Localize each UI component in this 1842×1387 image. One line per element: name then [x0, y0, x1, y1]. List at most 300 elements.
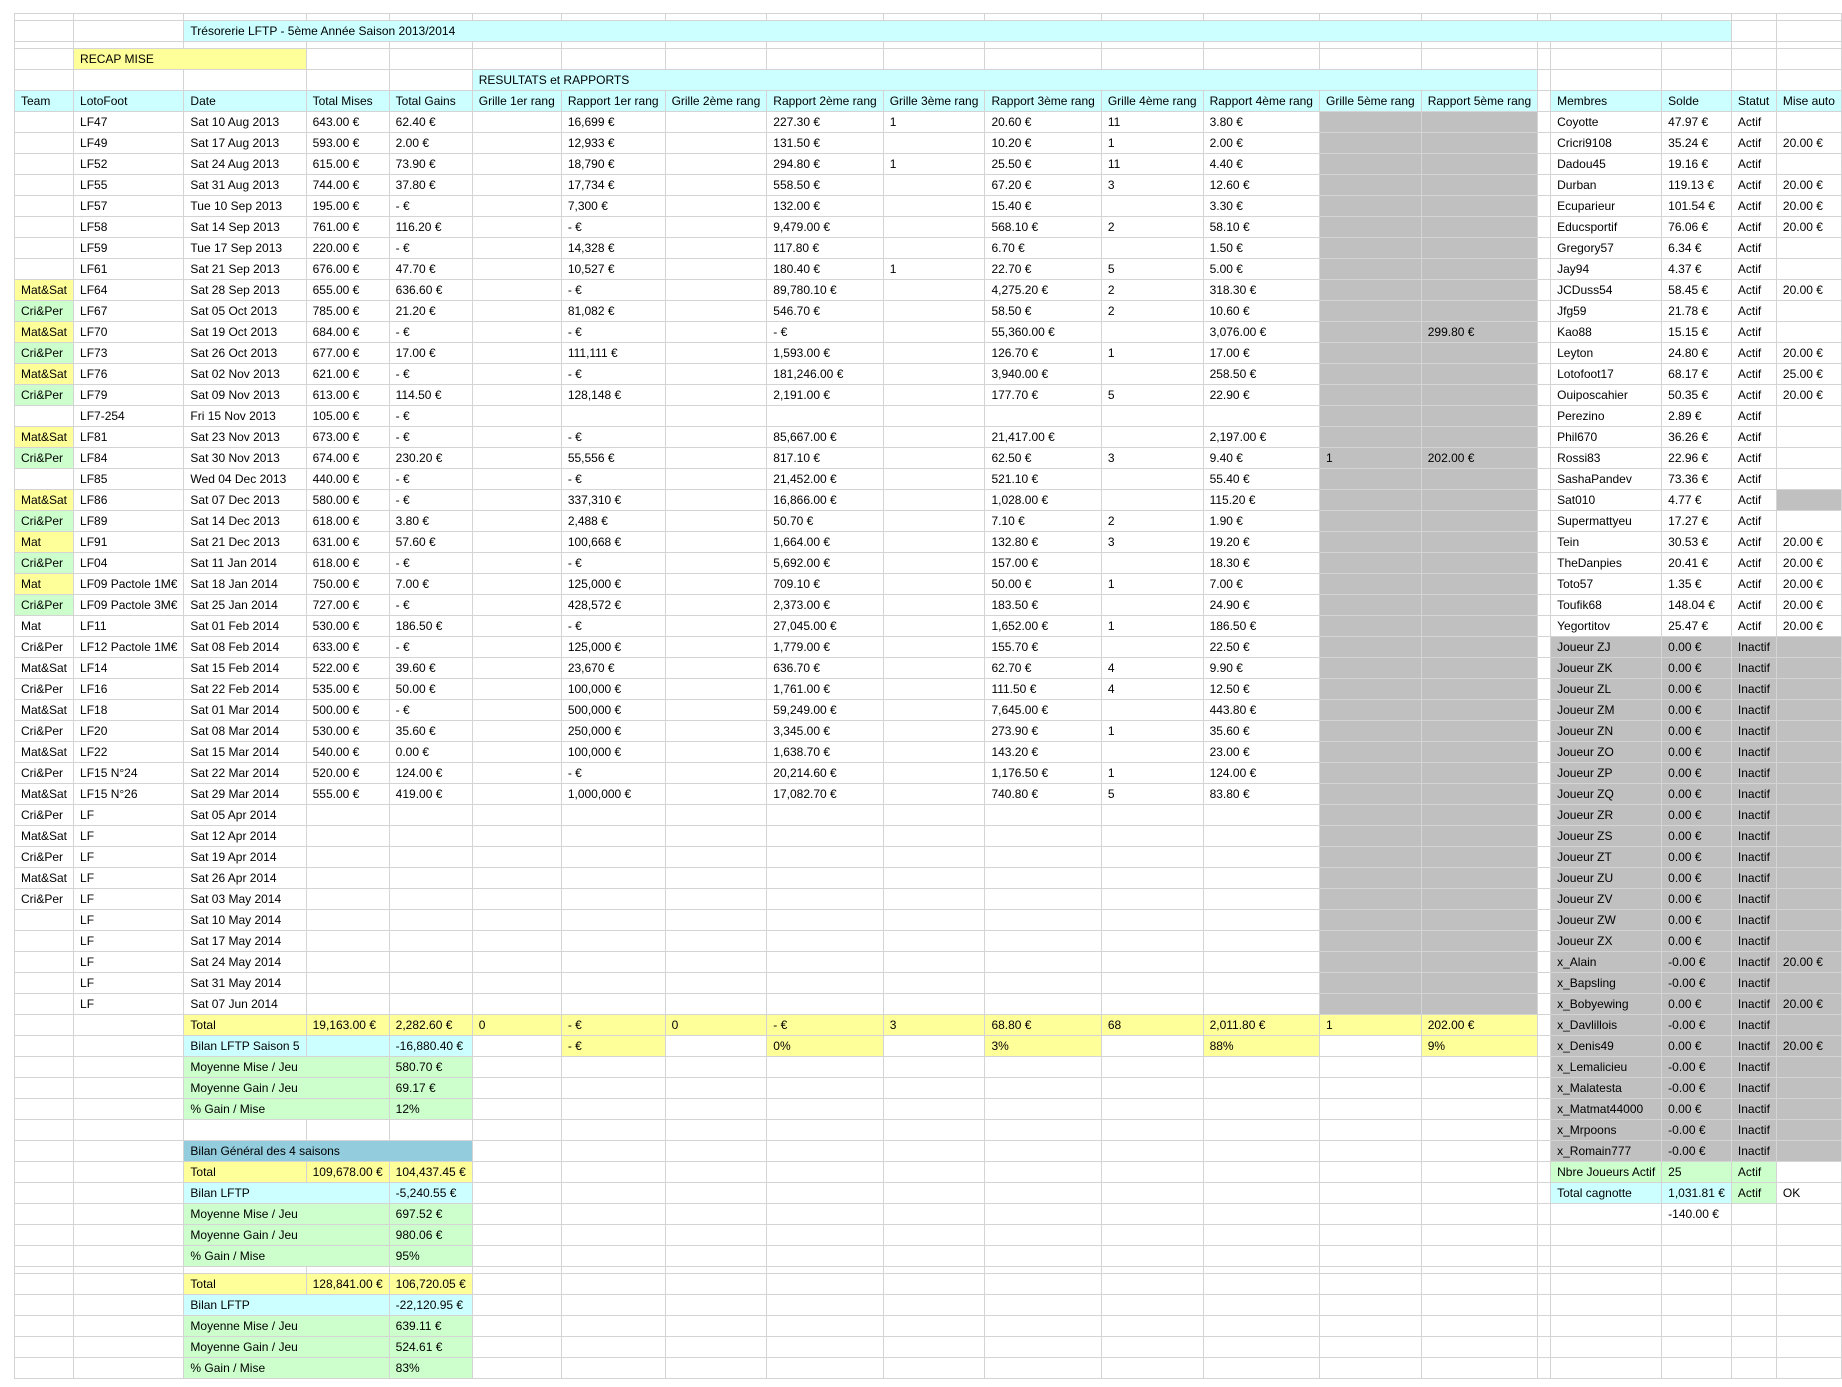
value-cell[interactable]: 181,246.00 €	[767, 364, 883, 385]
team-cell[interactable]: Mat	[15, 616, 74, 637]
empty-cell[interactable]	[1538, 1057, 1551, 1078]
empty-cell[interactable]	[472, 1120, 561, 1141]
member-auto-bet[interactable]	[1776, 448, 1841, 469]
value-cell[interactable]	[665, 175, 767, 196]
date-cell[interactable]: Sat 05 Oct 2013	[184, 301, 306, 322]
value-cell[interactable]	[665, 490, 767, 511]
empty-cell[interactable]	[561, 1057, 665, 1078]
lotofoot-cell[interactable]: LF14	[74, 658, 184, 679]
value-cell[interactable]	[1101, 322, 1203, 343]
active-players-label[interactable]: Nbre Joueurs Actif	[1551, 1162, 1662, 1183]
value-cell[interactable]	[883, 952, 985, 973]
value-cell[interactable]: 35.60 €	[389, 721, 472, 742]
column-header[interactable]: Total Gains	[389, 91, 472, 112]
empty-cell[interactable]	[1662, 1267, 1732, 1274]
value-cell[interactable]: 5	[1101, 259, 1203, 280]
value-cell[interactable]	[1101, 805, 1203, 826]
value-cell[interactable]: 22.70 €	[985, 259, 1101, 280]
lotofoot-cell[interactable]: LF64	[74, 280, 184, 301]
value-cell[interactable]	[1421, 112, 1537, 133]
empty-cell[interactable]	[767, 1337, 883, 1358]
value-cell[interactable]	[389, 868, 472, 889]
column-header[interactable]: LotoFoot	[74, 91, 184, 112]
empty-cell[interactable]	[1538, 805, 1551, 826]
value-cell[interactable]: 2.00 €	[389, 133, 472, 154]
empty-cell[interactable]	[1538, 616, 1551, 637]
member-balance[interactable]: -0.00 €	[1662, 952, 1732, 973]
empty-cell[interactable]	[1731, 70, 1776, 91]
value-cell[interactable]	[883, 364, 985, 385]
empty-cell[interactable]	[1101, 1246, 1203, 1267]
member-auto-bet[interactable]	[1776, 973, 1841, 994]
value-cell[interactable]	[472, 679, 561, 700]
empty-cell[interactable]	[1538, 931, 1551, 952]
value-cell[interactable]: 5	[1101, 784, 1203, 805]
value-cell[interactable]	[389, 973, 472, 994]
value-cell[interactable]: 85,667.00 €	[767, 427, 883, 448]
value-cell[interactable]	[883, 238, 985, 259]
total-value[interactable]: 106,720.05 €	[389, 1274, 472, 1295]
member-auto-bet[interactable]: 20.00 €	[1776, 595, 1841, 616]
empty-cell[interactable]	[1101, 1316, 1203, 1337]
value-cell[interactable]: 155.70 €	[985, 637, 1101, 658]
value-cell[interactable]	[472, 637, 561, 658]
results-label[interactable]: RESULTATS et RAPPORTS	[472, 70, 1537, 91]
member-name[interactable]: Kao88	[1551, 322, 1662, 343]
value-cell[interactable]: 6.70 €	[985, 238, 1101, 259]
value-cell[interactable]: 3.80 €	[389, 511, 472, 532]
empty-cell[interactable]	[74, 1057, 184, 1078]
date-cell[interactable]: Sat 30 Nov 2013	[184, 448, 306, 469]
value-cell[interactable]	[472, 217, 561, 238]
empty-cell[interactable]	[1662, 42, 1732, 49]
member-status[interactable]: Inactif	[1731, 805, 1776, 826]
empty-cell[interactable]	[665, 1274, 767, 1295]
value-cell[interactable]	[472, 595, 561, 616]
empty-cell[interactable]	[1662, 70, 1732, 91]
date-cell[interactable]: Sat 11 Jan 2014	[184, 553, 306, 574]
value-cell[interactable]: - €	[561, 364, 665, 385]
date-cell[interactable]: Sat 28 Sep 2013	[184, 280, 306, 301]
value-cell[interactable]: 132.80 €	[985, 532, 1101, 553]
value-cell[interactable]: 157.00 €	[985, 553, 1101, 574]
lotofoot-cell[interactable]: LF	[74, 889, 184, 910]
empty-cell[interactable]	[1538, 1204, 1551, 1225]
value-cell[interactable]: - €	[389, 595, 472, 616]
member-auto-bet[interactable]: 20.00 €	[1776, 133, 1841, 154]
value-cell[interactable]	[1319, 511, 1421, 532]
value-cell[interactable]	[1101, 994, 1203, 1015]
lotofoot-cell[interactable]: LF81	[74, 427, 184, 448]
member-name[interactable]: x_Mrpoons	[1551, 1120, 1662, 1141]
value-cell[interactable]	[1101, 553, 1203, 574]
column-header[interactable]: Grille 5ème rang	[1319, 91, 1421, 112]
value-cell[interactable]	[561, 406, 665, 427]
value-cell[interactable]	[985, 931, 1101, 952]
member-auto-bet[interactable]	[1776, 238, 1841, 259]
empty-cell[interactable]	[665, 1141, 767, 1162]
value-cell[interactable]	[472, 889, 561, 910]
member-status[interactable]: Inactif	[1731, 889, 1776, 910]
value-cell[interactable]	[1319, 553, 1421, 574]
value-cell[interactable]: - €	[561, 763, 665, 784]
member-status[interactable]: Inactif	[1731, 826, 1776, 847]
member-status[interactable]: Inactif	[1731, 658, 1776, 679]
empty-cell[interactable]	[74, 42, 184, 49]
value-cell[interactable]: 7,645.00 €	[985, 700, 1101, 721]
team-cell[interactable]	[15, 952, 74, 973]
empty-cell[interactable]	[15, 1358, 74, 1379]
value-cell[interactable]	[1421, 889, 1537, 910]
bilan-pct[interactable]: 3%	[985, 1036, 1101, 1057]
empty-cell[interactable]	[767, 1225, 883, 1246]
member-balance[interactable]: 148.04 €	[1662, 595, 1732, 616]
member-status[interactable]: Inactif	[1731, 637, 1776, 658]
empty-cell[interactable]	[1421, 1295, 1537, 1316]
value-cell[interactable]	[665, 343, 767, 364]
empty-cell[interactable]	[665, 49, 767, 70]
member-name[interactable]: Joueur ZK	[1551, 658, 1662, 679]
value-cell[interactable]	[665, 532, 767, 553]
empty-cell[interactable]	[767, 1078, 883, 1099]
value-cell[interactable]: 128,148 €	[561, 385, 665, 406]
member-status[interactable]: Actif	[1731, 595, 1776, 616]
empty-cell[interactable]	[1776, 21, 1841, 42]
value-cell[interactable]	[883, 301, 985, 322]
value-cell[interactable]: 20.60 €	[985, 112, 1101, 133]
value-cell[interactable]	[1421, 490, 1537, 511]
date-cell[interactable]: Sat 29 Mar 2014	[184, 784, 306, 805]
member-balance[interactable]: 15.15 €	[1662, 322, 1732, 343]
date-cell[interactable]: Sat 09 Nov 2013	[184, 385, 306, 406]
value-cell[interactable]: 580.00 €	[306, 490, 389, 511]
empty-cell[interactable]	[883, 14, 985, 21]
value-cell[interactable]: 177.70 €	[985, 385, 1101, 406]
total-value[interactable]: 109,678.00 €	[306, 1162, 389, 1183]
lotofoot-cell[interactable]: LF	[74, 994, 184, 1015]
empty-cell[interactable]	[1551, 1316, 1662, 1337]
value-cell[interactable]: 9,479.00 €	[767, 217, 883, 238]
empty-cell[interactable]	[985, 42, 1101, 49]
empty-cell[interactable]	[1421, 1099, 1537, 1120]
empty-cell[interactable]	[1538, 1225, 1551, 1246]
total-value[interactable]: 2,011.80 €	[1203, 1015, 1319, 1036]
empty-cell[interactable]	[74, 1141, 184, 1162]
empty-cell[interactable]	[1203, 1225, 1319, 1246]
member-balance[interactable]: -0.00 €	[1662, 1057, 1732, 1078]
empty-cell[interactable]	[1538, 742, 1551, 763]
empty-cell[interactable]	[1538, 406, 1551, 427]
value-cell[interactable]: 125,000 €	[561, 574, 665, 595]
value-cell[interactable]	[1319, 175, 1421, 196]
empty-cell[interactable]	[1538, 490, 1551, 511]
value-cell[interactable]	[1101, 469, 1203, 490]
value-cell[interactable]: 2	[1101, 511, 1203, 532]
value-cell[interactable]	[1421, 952, 1537, 973]
empty-cell[interactable]	[74, 1099, 184, 1120]
value-cell[interactable]: 633.00 €	[306, 637, 389, 658]
empty-cell[interactable]	[1319, 42, 1421, 49]
value-cell[interactable]: 17,082.70 €	[767, 784, 883, 805]
empty-cell[interactable]	[389, 1120, 472, 1141]
member-auto-bet[interactable]	[1776, 301, 1841, 322]
value-cell[interactable]	[1319, 973, 1421, 994]
value-cell[interactable]	[472, 112, 561, 133]
empty-cell[interactable]	[561, 1316, 665, 1337]
team-cell[interactable]: Mat&Sat	[15, 742, 74, 763]
value-cell[interactable]: 39.60 €	[389, 658, 472, 679]
date-cell[interactable]: Fri 15 Nov 2013	[184, 406, 306, 427]
empty-cell[interactable]	[1538, 826, 1551, 847]
value-cell[interactable]	[1319, 322, 1421, 343]
empty-cell[interactable]	[1203, 1274, 1319, 1295]
member-auto-bet[interactable]	[1776, 469, 1841, 490]
empty-cell[interactable]	[985, 1120, 1101, 1141]
value-cell[interactable]: 111.50 €	[985, 679, 1101, 700]
empty-cell[interactable]	[15, 1015, 74, 1036]
empty-cell[interactable]	[665, 1225, 767, 1246]
value-cell[interactable]	[665, 679, 767, 700]
value-cell[interactable]: 1,664.00 €	[767, 532, 883, 553]
value-cell[interactable]	[1421, 343, 1537, 364]
empty-cell[interactable]	[15, 1057, 74, 1078]
value-cell[interactable]: 62.50 €	[985, 448, 1101, 469]
member-auto-bet[interactable]	[1776, 868, 1841, 889]
value-cell[interactable]	[306, 889, 389, 910]
value-cell[interactable]	[1319, 364, 1421, 385]
empty-cell[interactable]	[883, 1162, 985, 1183]
empty-cell[interactable]	[15, 1162, 74, 1183]
stat-value[interactable]: 83%	[389, 1358, 472, 1379]
empty-cell[interactable]	[1551, 70, 1662, 91]
date-cell[interactable]: Sat 15 Mar 2014	[184, 742, 306, 763]
column-header[interactable]: Team	[15, 91, 74, 112]
value-cell[interactable]: 2	[1101, 280, 1203, 301]
empty-cell[interactable]	[1538, 1183, 1551, 1204]
member-status[interactable]: Actif	[1731, 343, 1776, 364]
value-cell[interactable]	[883, 721, 985, 742]
empty-cell[interactable]	[665, 1337, 767, 1358]
value-cell[interactable]: 684.00 €	[306, 322, 389, 343]
member-name[interactable]: x_Romain777	[1551, 1141, 1662, 1162]
member-status[interactable]: Actif	[1731, 217, 1776, 238]
value-cell[interactable]	[472, 259, 561, 280]
lotofoot-cell[interactable]: LF89	[74, 511, 184, 532]
empty-cell[interactable]	[1538, 994, 1551, 1015]
value-cell[interactable]: - €	[389, 637, 472, 658]
value-cell[interactable]	[1421, 427, 1537, 448]
empty-cell[interactable]	[472, 1057, 561, 1078]
value-cell[interactable]	[1203, 973, 1319, 994]
member-auto-bet[interactable]	[1776, 112, 1841, 133]
empty-cell[interactable]	[1101, 49, 1203, 70]
team-cell[interactable]	[15, 931, 74, 952]
empty-cell[interactable]	[1538, 1337, 1551, 1358]
member-name[interactable]: Joueur ZR	[1551, 805, 1662, 826]
value-cell[interactable]	[883, 973, 985, 994]
lotofoot-cell[interactable]: LF47	[74, 112, 184, 133]
empty-cell[interactable]	[1538, 427, 1551, 448]
value-cell[interactable]	[1203, 994, 1319, 1015]
value-cell[interactable]	[472, 784, 561, 805]
member-auto-bet[interactable]	[1776, 637, 1841, 658]
empty-cell[interactable]	[74, 1358, 184, 1379]
empty-cell[interactable]	[1731, 1337, 1776, 1358]
value-cell[interactable]	[767, 805, 883, 826]
empty-cell[interactable]	[1776, 1204, 1841, 1225]
value-cell[interactable]	[1421, 637, 1537, 658]
value-cell[interactable]	[472, 931, 561, 952]
empty-cell[interactable]	[1538, 42, 1551, 49]
empty-cell[interactable]	[1551, 1274, 1662, 1295]
team-cell[interactable]: Mat	[15, 532, 74, 553]
value-cell[interactable]: 1	[1101, 343, 1203, 364]
empty-cell[interactable]	[985, 1337, 1101, 1358]
value-cell[interactable]: 100,000 €	[561, 742, 665, 763]
value-cell[interactable]	[1203, 826, 1319, 847]
empty-cell[interactable]	[1101, 1267, 1203, 1274]
empty-cell[interactable]	[74, 1246, 184, 1267]
member-status[interactable]: Actif	[1731, 322, 1776, 343]
value-cell[interactable]	[883, 217, 985, 238]
value-cell[interactable]	[1421, 259, 1537, 280]
value-cell[interactable]	[1319, 805, 1421, 826]
value-cell[interactable]	[883, 595, 985, 616]
member-balance[interactable]: -0.00 €	[1662, 1141, 1732, 1162]
total-value[interactable]: 68	[1101, 1015, 1203, 1036]
value-cell[interactable]	[1319, 385, 1421, 406]
empty-cell[interactable]	[1538, 217, 1551, 238]
value-cell[interactable]: 674.00 €	[306, 448, 389, 469]
empty-cell[interactable]	[472, 14, 561, 21]
member-auto-bet[interactable]: 20.00 €	[1776, 196, 1841, 217]
empty-cell[interactable]	[1662, 1225, 1732, 1246]
value-cell[interactable]: 202.00 €	[1421, 448, 1537, 469]
value-cell[interactable]: 443.80 €	[1203, 700, 1319, 721]
value-cell[interactable]: 111,111 €	[561, 343, 665, 364]
value-cell[interactable]	[985, 910, 1101, 931]
value-cell[interactable]: 4	[1101, 658, 1203, 679]
member-name[interactable]: x_Malatesta	[1551, 1078, 1662, 1099]
empty-cell[interactable]	[74, 1316, 184, 1337]
stat-label[interactable]: % Gain / Mise	[184, 1246, 389, 1267]
value-cell[interactable]	[561, 973, 665, 994]
value-cell[interactable]	[883, 490, 985, 511]
bilan-value[interactable]: -16,880.40 €	[389, 1036, 472, 1057]
empty-cell[interactable]	[1538, 721, 1551, 742]
value-cell[interactable]	[1203, 889, 1319, 910]
value-cell[interactable]	[1203, 952, 1319, 973]
empty-cell[interactable]	[1538, 280, 1551, 301]
value-cell[interactable]	[472, 763, 561, 784]
empty-cell[interactable]	[1421, 1225, 1537, 1246]
value-cell[interactable]	[985, 994, 1101, 1015]
value-cell[interactable]	[883, 343, 985, 364]
member-name[interactable]: x_Alain	[1551, 952, 1662, 973]
empty-cell[interactable]	[1551, 1246, 1662, 1267]
value-cell[interactable]: 227.30 €	[767, 112, 883, 133]
empty-cell[interactable]	[472, 49, 561, 70]
value-cell[interactable]	[1319, 427, 1421, 448]
empty-cell[interactable]	[1319, 1120, 1421, 1141]
value-cell[interactable]	[665, 511, 767, 532]
value-cell[interactable]: 50.00 €	[389, 679, 472, 700]
value-cell[interactable]: 3.30 €	[1203, 196, 1319, 217]
team-cell[interactable]: Cri&Per	[15, 721, 74, 742]
value-cell[interactable]	[1319, 595, 1421, 616]
empty-cell[interactable]	[1776, 1267, 1841, 1274]
empty-cell[interactable]	[306, 1036, 389, 1057]
empty-cell[interactable]	[561, 1078, 665, 1099]
member-name[interactable]: Gregory57	[1551, 238, 1662, 259]
member-name[interactable]: Joueur ZU	[1551, 868, 1662, 889]
value-cell[interactable]	[472, 301, 561, 322]
lotofoot-cell[interactable]: LF	[74, 952, 184, 973]
empty-cell[interactable]	[883, 1337, 985, 1358]
value-cell[interactable]	[883, 469, 985, 490]
empty-cell[interactable]	[306, 49, 389, 70]
value-cell[interactable]	[472, 553, 561, 574]
empty-cell[interactable]	[1203, 1204, 1319, 1225]
empty-cell[interactable]	[74, 1078, 184, 1099]
team-cell[interactable]: Mat&Sat	[15, 826, 74, 847]
value-cell[interactable]: 81,082 €	[561, 301, 665, 322]
empty-cell[interactable]	[306, 42, 389, 49]
member-name[interactable]: Joueur ZQ	[1551, 784, 1662, 805]
value-cell[interactable]	[1421, 196, 1537, 217]
member-name[interactable]: Joueur ZP	[1551, 763, 1662, 784]
value-cell[interactable]: 67.20 €	[985, 175, 1101, 196]
team-cell[interactable]	[15, 994, 74, 1015]
value-cell[interactable]: - €	[561, 469, 665, 490]
team-cell[interactable]	[15, 154, 74, 175]
value-cell[interactable]	[561, 826, 665, 847]
empty-cell[interactable]	[1538, 574, 1551, 595]
value-cell[interactable]: 1	[883, 154, 985, 175]
stat-label[interactable]: Moyenne Gain / Jeu	[184, 1225, 389, 1246]
value-cell[interactable]: 3,076.00 €	[1203, 322, 1319, 343]
value-cell[interactable]	[389, 994, 472, 1015]
date-cell[interactable]: Sat 14 Dec 2013	[184, 511, 306, 532]
team-cell[interactable]: Mat	[15, 574, 74, 595]
value-cell[interactable]	[665, 238, 767, 259]
value-cell[interactable]	[1101, 742, 1203, 763]
value-cell[interactable]	[561, 910, 665, 931]
date-cell[interactable]: Sat 26 Oct 2013	[184, 343, 306, 364]
member-balance[interactable]: 76.06 €	[1662, 217, 1732, 238]
total-value[interactable]: 104,437.45 €	[389, 1162, 472, 1183]
total-value[interactable]: 68.80 €	[985, 1015, 1101, 1036]
value-cell[interactable]: 1.50 €	[1203, 238, 1319, 259]
empty-cell[interactable]	[1203, 1316, 1319, 1337]
value-cell[interactable]	[985, 952, 1101, 973]
empty-cell[interactable]	[1101, 1295, 1203, 1316]
value-cell[interactable]: 1	[1101, 616, 1203, 637]
empty-cell[interactable]	[1421, 1057, 1537, 1078]
value-cell[interactable]	[1319, 658, 1421, 679]
empty-cell[interactable]	[306, 70, 389, 91]
member-status[interactable]: Actif	[1731, 175, 1776, 196]
empty-cell[interactable]	[1538, 1316, 1551, 1337]
value-cell[interactable]: 17.00 €	[1203, 343, 1319, 364]
value-cell[interactable]: 636.60 €	[389, 280, 472, 301]
value-cell[interactable]	[306, 952, 389, 973]
value-cell[interactable]: 58.10 €	[1203, 217, 1319, 238]
value-cell[interactable]	[665, 784, 767, 805]
value-cell[interactable]: 555.00 €	[306, 784, 389, 805]
member-name[interactable]: SashaPandev	[1551, 469, 1662, 490]
value-cell[interactable]: 186.50 €	[1203, 616, 1319, 637]
